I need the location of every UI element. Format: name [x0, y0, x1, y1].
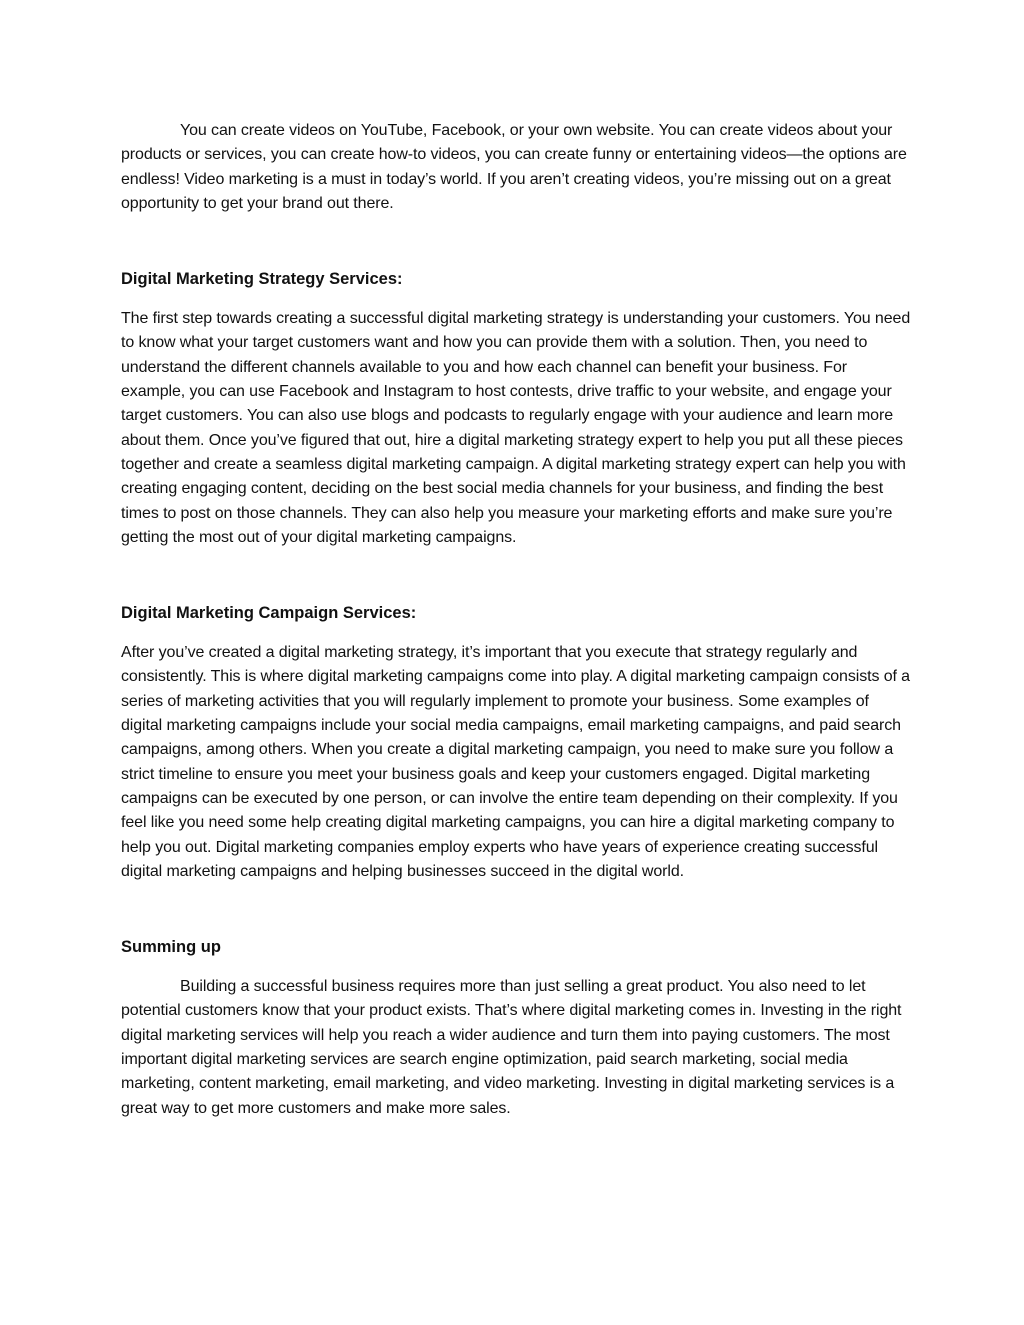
section-heading-summing-up: Summing up [121, 938, 221, 957]
section-body-summing-up: Building a successful business requires more than just selling a great product. You also need to let potential customers know that your product exists. That’s where digital marketing comes in. Investing in the right digital marketing services will help you reach a wider audience and turn them into paying customers. The most important digital marketing services are search engine optimization, paid search marketing, social media marketing, content marketing, email marketing, and video marketing. Investing in digital marketing services is a great way to get more customers and make more sales. [121, 978, 902, 1117]
section-heading-strategy: Digital Marketing Strategy Services: [121, 270, 403, 289]
section-body-campaign: After you’ve created a digital marketing strategy, it’s important that you execute that strategy regularly and consistently. This is where digital marketing campaigns come into play. A digital marketing campaign consists of a series of marketing activities that you will regularly implement to promote your business. Some examples of digital marketing campaigns include your social media campaigns, email marketing campaigns, and paid search campaigns, among others. When you create a digital marketing campaign, you need to make sure you follow a strict timeline to ensure you meet your business goals and keep your customers engaged. Digital marketing campaigns can be executed by one person, or can involve the entire team depending on their complexity. If you feel like you need some help creating digital marketing campaigns, you can hire a digital marketing company to help you out. Digital marketing companies employ experts who have years of experience creating successful digital marketing campaigns and helping businesses succeed in the digital world. [121, 644, 910, 880]
intro-paragraph: You can create videos on YouTube, Facebook, or your own website. You can create videos about your products or services, you can create how-to videos, you can create funny or entertaining videos—the options are endless! Video marketing is a must in today’s world. If you aren’t creating videos, you’re missing out on a great opportunity to get your brand out there. [121, 122, 907, 212]
document-page [121, 119, 911, 1121]
section-heading-campaign: Digital Marketing Campaign Services: [121, 604, 417, 623]
section-body-strategy: The first step towards creating a successful digital marketing strategy is understanding your customers. You need to know what your target customers want and how you can provide them with a solution. Then, you need to understand the different channels available to you and how each channel can benefit your business. For example, you can use Facebook and Instagram to host contests, drive traffic to your website, and engage your target customers. You can also use blogs and podcasts to regularly engage with your audience and learn more about them. Once you’ve figured that out, hire a digital marketing strategy expert to help you put all these pieces together and create a seamless digital marketing campaign. A digital marketing strategy expert can help you with creating engaging content, deciding on the best social media channels for your business, and finding the best times to post on those channels. They can also help you measure your marketing efforts and make sure you’re getting the most out of your digital marketing campaigns. [121, 310, 911, 546]
